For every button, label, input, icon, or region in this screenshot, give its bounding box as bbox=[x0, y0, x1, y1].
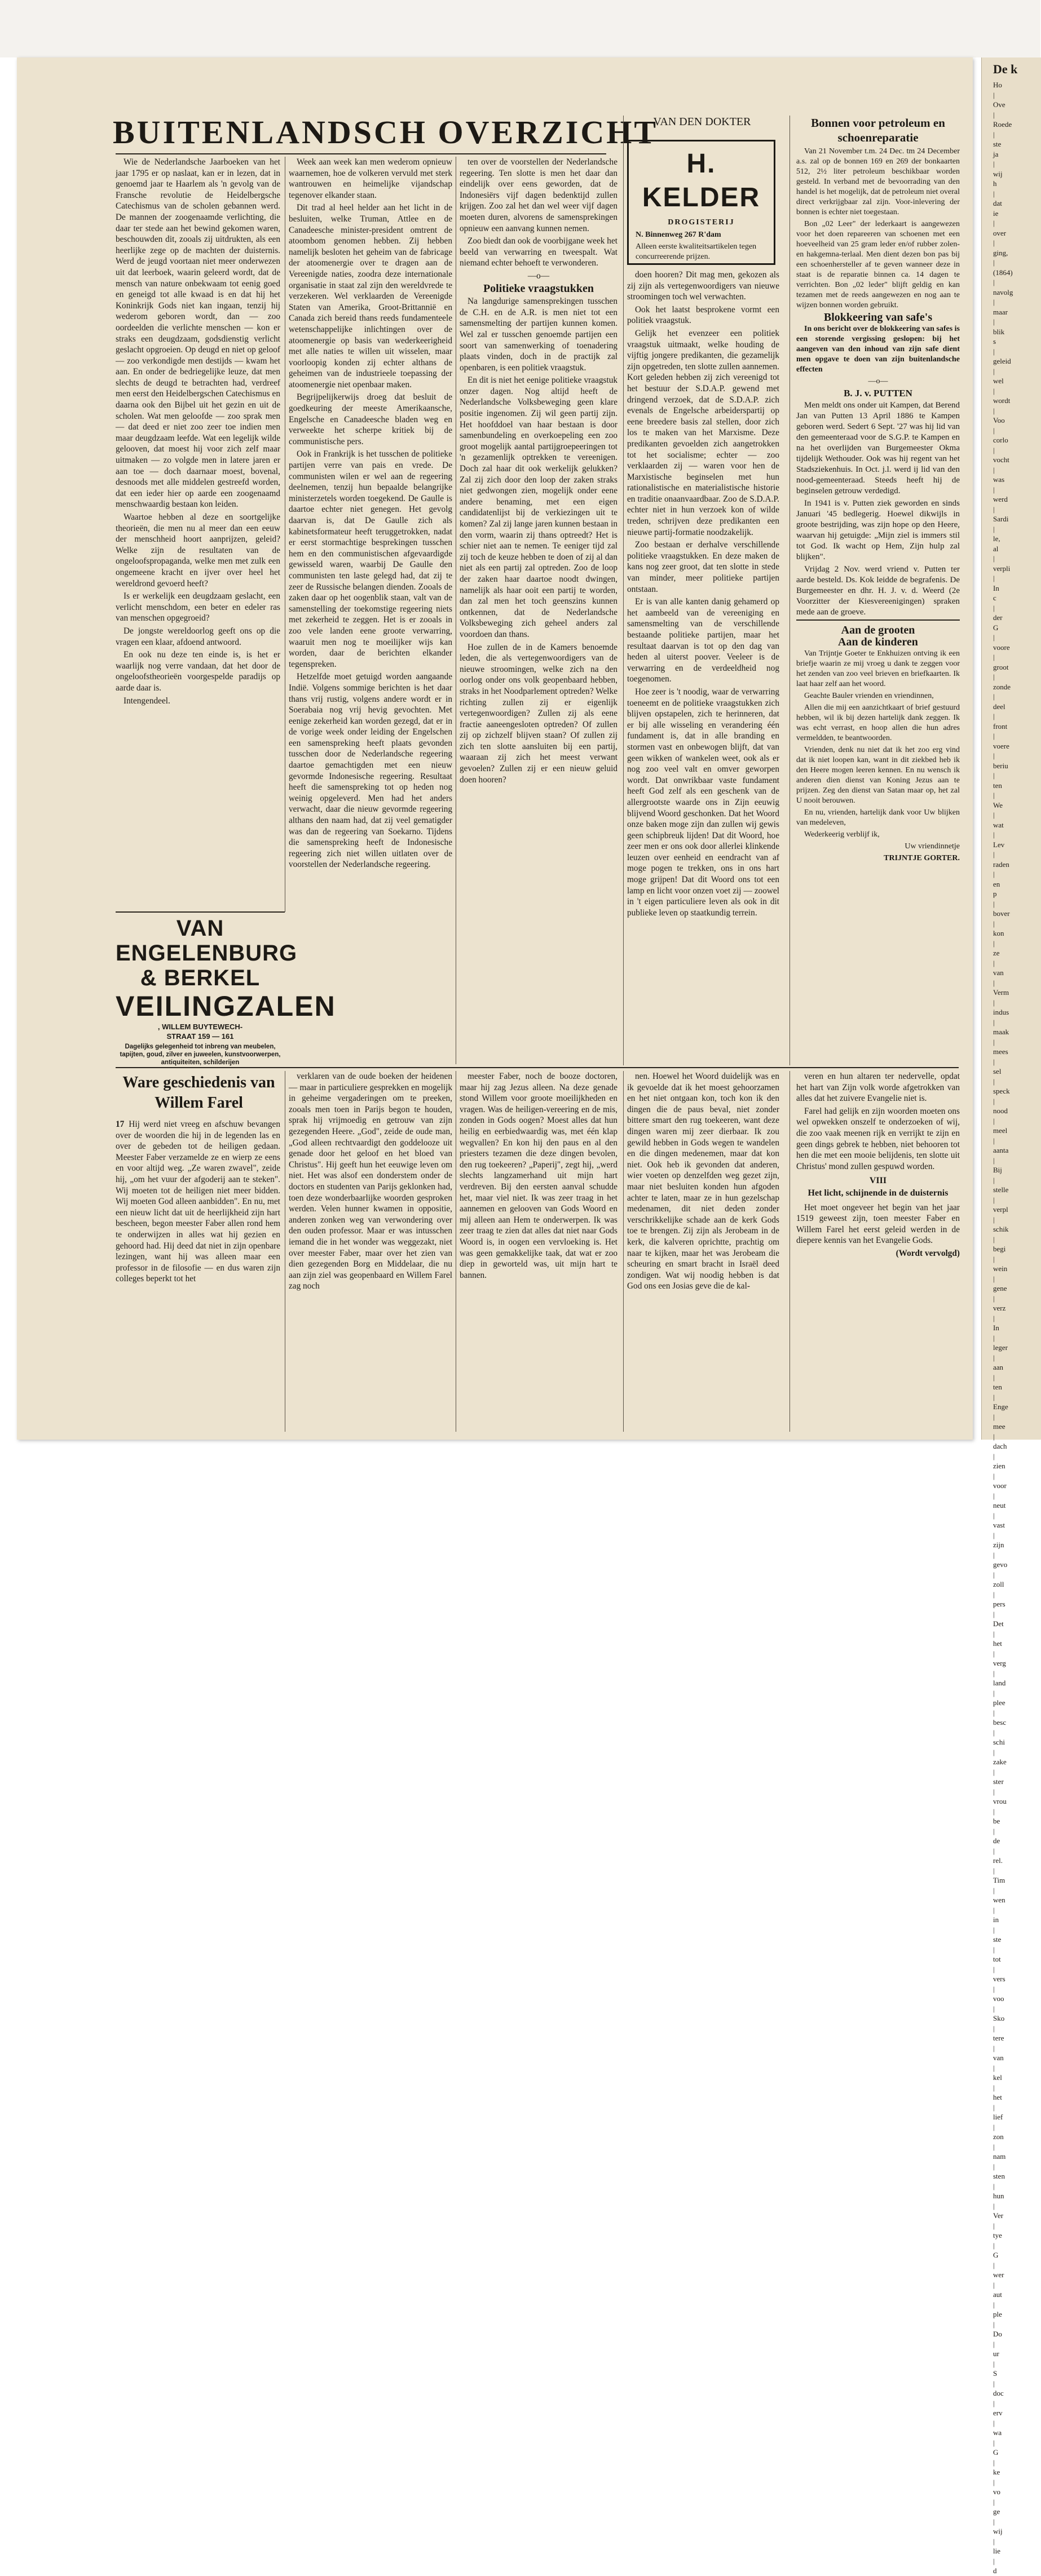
vraagstukken-paragraph: En dit is niet het eenige politieke vraagstuk onzer dagen. Nog altijd heeft de Nederlandsche Volksbeweging geen klare positie ingenomen. Zij wil geen partij zijn. Het hoofddoel van haar bestaan is door samenbundeling en overkoepeling een zoo groot mogelijk aantal partijgroepeeringen tot 'n gezamenlijk optrekken te vereenigen. Doch zal haar dit ook werkelijk gelukken? Zal zij zich door den loop der zaken straks niet gedwongen zien, mogelijk onder eene andere benaming, met een eigen candidatenlijst bij de verkiezingen uit te komen? Zal zij lange jaren kunnen bestaan in den vorm, waarin zij thans optreedt? Het is schier niet aan te nemen. Te eeniger tijd zal zij toch de keuze hebben te doen of zij al dan niet als een partij zal optreden. Zoo de loop der zaken haar daartoe noodt dwingen, namelijk als haar ooit een partij te worden, dan zal men het toch geenszins kunnen ontkennen, dat de Nederlandsche Volksbeweging zich geheel anders zal voordoen dan thans. bbox=[460, 375, 617, 639]
putten-paragraph: In 1941 is v. Putten ziek geworden en sinds Januari '45 bedlegerig. Hoewel dikwijls in groote bestrijding, was zijn hope op den Heere, waarvan hij getuigde: „Mijn ziel is immers stil tot God. Ik wacht op Hem, Zijn hulp zal blijken". bbox=[796, 499, 960, 561]
grooten-paragraph: Allen die mij een aanzichtkaart of brief gestuurd hebben, wil ik bij dezen hartelijk dank zeggen. Ik was echt verrast, en hoop allen die hun adres vermeldden, te beantwoorden. bbox=[796, 703, 960, 742]
veilingzalen-advertisement bbox=[116, 916, 336, 1066]
farel-vervolg: (Wordt vervolgd) bbox=[896, 1248, 960, 1258]
article-subtitle-kinderen: Aan de kinderen bbox=[838, 636, 918, 648]
article-title-putten: B. J. v. PUTTEN bbox=[844, 388, 912, 399]
vraagstukken-paragraph: Hoe zeer is 't noodig, waar de verwarring toeneemt en de politieke vraagstukken zich blijven opstapelen, zich te herinneren, dat er bij alle wisseling en verandering één fundament is, dat in alle branding en stormen vast en onbewogen blijft, dat van geen wikken of wankelen weet, ook als er nog zoo veel valt en omver geworpen wordt. Dat onwrikbaar vaste fundament heeft God zelf als een geschenk van de allergrootste waarde ons in Zijn eeuwig blijvend Woord geschonken. Dat het Woord onze baken moge zijn dan zullen wij gewis geen schipbreuk lijden! Dat dit Woord, hoe zeer men er ons ook door allerlei klinkende leuzen over eenheid en eendracht van af moge pogen te trekken, ons in ons hart moge grijpen! Dat dit Woord ons tot een lamp en licht voor onzen voet zij — zoowel in 't eigen particuliere leven als ook in dit publieke leven op staatkundig terrein. bbox=[627, 687, 779, 918]
overzicht-paragraph: Intengendeel. bbox=[123, 696, 170, 706]
overzicht-paragraph: Begrijpelijkerwijs droeg dat besluit de goedkeuring der meeste Amerikaansche, Engelsche en Canadeesche bladen weg en verweekte het scherpe kritiek bij de communistische pers. bbox=[289, 392, 452, 446]
farel-installment-number: 17 bbox=[116, 1119, 125, 1129]
adjacent-page-text: Ho | Ove | Roede | ste ja | wij h | dat ie | over | ging, | (1864) | navolg | maar | blik s | geleid | wel | wordt | Voo | corlo | vocht | was | werd | Sardi | le, al | verpli | In c | der G | voore | groot | zonde | deel | front | voere | beriu | ten | We | wat | Lev | raden | en p | bover | kon | ze | van | Verm | indus | maak | mees | sel | speck | nood | meel | aanta | Bij | stelle | verpl | schik | begi | wein | gene | verz | In | leger | aan | ten | Enge | mee | dach | zien | voor | neut | vast | zijn | gevo | zoll | pers | Det | het | verg | land | plee | besc | schi | zake | ster | vrou | be | de | rel. | Tim | wen | in | ste | tot | vers | voo | Sko | tere | van | kel | het | lief | zon | nam | sten | hun | Ver | tye | G | wer | aut | ple | Do | ur | S | doc | erv | wa | G | ke | vo | ge | wij | lie | d bbox=[993, 81, 1013, 2575]
vraagstukken-paragraph: Hoe zullen de in de Kamers benoemde leden, die als vertegenwoordigers van de nieuwe stroomingen, welke zich na den oorlog onder ons volk geopenbaard hebben, straks in het Noodparlement optreden? Welke richting zullen zij er eigenlijk vertegenwoordigen? Zullen zij als eene fractie aaneengesloten optreden? Of zullen zij op zichzelf blijven staan? Of zullen zij zich ten slotte aansluiten bij een partij, waaraan zij zich het meest verwant gevoelen? Zullen zij er een nieuw geluid doen hooren? bbox=[460, 642, 617, 785]
grooten-paragraph: Vrienden, denk nu niet dat ik het zoo erg vind dat ik niet loopen kan, want in dit ziekbed heb ik den Heere mogen leeren kennen. En nu wensch ik anderen dien dienst van Koning Jezus aan te prijzen. Zeg den dienst van Satan maar op, het zal U nooit berouwen. bbox=[796, 746, 960, 805]
adjacent-page-title: De k bbox=[993, 62, 1018, 76]
grooten-paragraph: Uw vriendinnetje bbox=[905, 842, 960, 851]
kelder-advertisement bbox=[627, 140, 775, 265]
article-title-farel: Ware geschiedenis van Willem Farel bbox=[122, 1074, 275, 1112]
vraagstukken-paragraph: Er is van alle kanten danig gehamerd op het aambeeld van de vereeniging en samensmelting van de verschillende bestaande politieke partijen, maar het resultaat daarvan is tot op den dag van heden al uiterst poover. Veeleer is de verwarring en de verdeeldheid nog toegenomen. bbox=[627, 597, 779, 684]
kelder-header: VAN DEN DOKTER bbox=[653, 116, 751, 128]
kelder-address: N. Binnenweg 267 R'dam bbox=[636, 231, 721, 239]
separator: —o— bbox=[868, 377, 888, 386]
article-title-safes: Blokkeering van safe's bbox=[823, 311, 933, 324]
vraagstukken-paragraph: Zoo bestaan er derhalve verschillende politieke vraagstukken. En deze maken de kans nog zeer groot, dat ten slotte in stede van minder, meer politieke partijen ontstaan. bbox=[627, 540, 779, 594]
news-column-5 bbox=[796, 116, 960, 1063]
farel-column-4 bbox=[627, 1071, 779, 1432]
overzicht-paragraph: Wie de Nederlandsche Jaarboeken van het jaar 1795 er op naslaat, kan er in lezen, dat in genoemd jaar te Haarlem als 'n gevolg van de Fransche revolutie de Heidelbergsche Catechismus van de scholen gebannen werd. De mannen der zoogenaamde verlichting, die daar ter stede aan het bewind gekomen waren, beschouwden dit, zooals zij uitdrukten, als een heerlijke zege op de machten der duisternis. Werd de jeugd voortaan niet meer onderwezen uit dat leerboek, waarin geleerd wordt, dat de mensch van nature onbekwaam tot eenig goed en geneigd tot alle kwaad is en dat hij het Koninkrijk Gods niet kan ingaan, tenzij hij wederom geboren wordt, dan — zoo oordeelden die verlichte menschen — kon er straks een deugdzaam, godsdienstig verlicht geslacht opgroeien. Op deugd en niet op geloof — zoo verkondigde men destijds — kwam het aan. En onder de bedriegelijke leuze, dat men slechts de deugd te betrachten had, verdreef men eerst den Heidelbergschen Catechismus en daarna ook den Bijbel uit het gezin en uit de scholen. Wat men geloofde — zoo sprak men — dat deed er niet zoo zeer toe indien men maar deugdzaam leefde. Wat een legelijk wilde gelooven, dat moest hij voor zich zelf maar uitmaken — zo volgde men in latere jaren er aan toe — doch daarnaar moest, bovenal, desnoods met alle middelen gestreefd worden, dat een ieder hier op aarde een zoogenaamd menschwaardig bestaan kon leiden. bbox=[116, 157, 280, 510]
veiling-line5: STRAAT 159 — 161 bbox=[166, 1032, 234, 1041]
grooten-signature: TRIJNTJE GORTER. bbox=[884, 854, 960, 862]
petroleum-paragraph: Van 21 November t.m. 24 Dec. tm 24 December a.s. zal op de bonnen 169 en 269 der bonkaarten 512, 2½ liter petroleum beschikbaar worden gesteld. In verband met de bevoorrading van den handel is het mogelijk, dat de petroleum niet overal direct verkrijgbaar zal zijn. Voor-inlevering der bonnen is echter niet toegestaan. bbox=[796, 147, 960, 216]
farel-chapter-title: Het licht, schijnende in de duisternis bbox=[808, 1188, 949, 1198]
veiling-line3: VEILINGZALEN bbox=[116, 990, 336, 1022]
overzicht-paragraph: Week aan week kan men wederom opnieuw waarnemen, hoe de volkeren vervuld met sterk wantrouwen en heimelijke vijandschap tegenover elkander staan. bbox=[289, 157, 452, 200]
veiling-line1: VAN ENGELENBURG bbox=[116, 916, 298, 966]
overzicht-column-1 bbox=[116, 157, 280, 895]
section-divider bbox=[116, 1067, 959, 1068]
overzicht-paragraph: Waartoe hebben al deze en soortgelijke theorieën, die men nu al meer dan een eeuw der menschheid hoort aanprijzen, geleid? Welke zijn de resultaten van de ongeloofspropaganda, welke men met zulk een ongemeene kracht en ijver over heel het wereldrond gevoerd heeft? bbox=[116, 512, 280, 588]
farel-text: Het moet ongeveer het begin van het jaar 1519 geweest zijn, toen meester Faber en Willem Farel het eerst geleid werden in de diepere kennis van het Evangelie Gods. bbox=[796, 1202, 960, 1246]
kelder-sub: DROGISTERIJ bbox=[668, 218, 735, 227]
vraagstukken-paragraph: Na langdurige samensprekingen tusschen de C.H. en de A.R. is men niet tot een samensmelting der partijen kunnen komen. Wel zal er tusschen genoemde partijen een soort van samenwerking of toenadering plaats vinden, doch in de practijk zal openbaren, is een politiek vraagstuk. bbox=[460, 296, 617, 373]
farel-column-1 bbox=[116, 1119, 280, 1432]
vraagstukken-paragraph: Gelijk het evenzeer een politiek vraagstuk uitmaakt, welke houding de vijftig jongere predikanten, die gezamelijk zijn opgetreden, ten slotte zullen aannemen. Kort geleden hebben zij zich vereenigd tot het bestuur der S.D.A.P. gewend met dringend verzoek, dat de S.D.A.P. zich evenals de Engelsche arbeiderspartij op eene breedere basis zal stellen, door zich los te maken van het Marxisme. Deze predikanten gevoelden zich aangetrokken tot het socialisme; echter — zoo verklaarden zij — waren voor hen de Marxistische beginselen met hun rationalistische en materialistische historie en traditie onaanvaardbaar. Zoo de S.D.A.P. echter niet in hun verzoek kon of wilde treden, schrijven deze predikanten een nieuwe partij-formatie noodzakelijk. bbox=[627, 328, 779, 537]
overzicht-paragraph: Is er werkelijk een deugdzaam geslacht, een verlicht menschdom, een beter en edeler ras van menschen opgegroeid? bbox=[116, 591, 280, 623]
grooten-paragraph: En nu, vrienden, hartelijk dank voor Uw blijken van medeleven, bbox=[796, 808, 960, 827]
farel-column-3 bbox=[460, 1071, 617, 1432]
article-title-petroleum: Bonnen voor petroleum en schoenreparatie bbox=[811, 116, 945, 144]
vraagstukken-paragraph: doen hooren? Dit mag men, gekozen als zij zijn als vertegenwoordigers van nieuwe stroomingen toch wel verwachten. bbox=[627, 270, 779, 302]
article-title-grooten: Aan de grooten bbox=[796, 619, 960, 635]
farel-text: Farel had gelijk en zijn woorden moeten ons wel opwekken onszelf te onderzoeken of wij, die zoo vaak meenen rijk en verrijkt te zijn en geen dings gebrek te hebben, niet behooren tot hen die met een mooie belijdenis, ten slotte uit Christus' mond zullen gespuwd worden. bbox=[796, 1106, 960, 1171]
putten-paragraph: Men meldt ons onder uit Kampen, dat Berend Jan van Putten 13 April 1886 te Kampen geboren werd. Sedert 6 Sept. '27 was hij lid van den gemeenteraad voor de S.G.P. te Kampen en na het overlijden van Burgemeester Okma tijdelijk Wethouder. Ook was hij regent van het Stadsziekenhuis. In Oct. j.l. werd ij lid van den nood-gemeenteraad. Steeds heeft hij de beginselen getrouw verdedigd. bbox=[796, 401, 960, 495]
grooten-paragraph: Van Trijntje Goeter te Enkhuizen ontving ik een briefje waarin ze mij vroeg u dank te zeggen voor het zenden van zoo veel brieven en briefkaarten. Ik laat haar zelf aan het woord. bbox=[796, 649, 960, 688]
overzicht-paragraph: Dit trad al heel helder aan het licht in de besluiten, welke Truman, Attlee en de Canadeesche minister-president omtrent de atoombom genomen hebben. Zij hebben namelijk besloten het geheim van de fabricage der atoomenergie over te dragen aan de Vereenigde naties, zoodra deze internationale organisatie in staat zal zijn den wereldvrede te verzekeren. Wel verklaarden de Vereenigde Staten van Amerika, Groot-Brittannië en Canada zich bereid thans reeds fundamenteele wetenschappelijke inlichtingen over de atoomenergie op basis van wederkeerigheid met alle naties te willen uit wisselen, maar voorloopig konden zij echter althans de geheimen van de industrieele toepassing der atoomenergie niet openbaar maken. bbox=[289, 203, 452, 390]
scan-background bbox=[0, 0, 1040, 57]
farel-text: meester Faber, noch de booze doctoren, maar hij zag Jezus alleen. Na deze genade stond Willem voor groote moeilijkheden en vragen. Was de heiligen-vereering en de mis, zonden in Gods oogen? Moest alles dat hun heilig en eerbiedwaardig was, met één klap wegvallen? En kon hij den paus en al den priesters tezamen die deze dingen bevolen, den rug toekeeren? „Paperij", zegt hij, „werd slechts langzamerhand uit mijn hart verdreven. Bij den eersten aanval schudde het, maar viel niet. Ik was zeer traag in het aannemen en gelooven van Gods Woord en mij alleen aan Hem te onderwerpen. Ik was zeer traag te zien dat alles dat niet naar Gods Woord is, in oogen een vervloeking is. Het was geen gemakkelijke taak, dat wat er zoo diep in geworteld was, uit mijn hart te bannen. bbox=[460, 1072, 617, 1280]
overzicht-column-3 bbox=[460, 157, 617, 1064]
article-title-politieke-vraagstukken: Politieke vraagstukken bbox=[483, 282, 594, 295]
kelder-text: Alleen eerste kwaliteitsartikelen tegen concurreerende prijzen. bbox=[636, 242, 757, 261]
safes-paragraph: In ons bericht over de blokkeering van safes is een storende vergissing geslopen: bij het aangeven van den inhoud van zijn safe dient men opgave te doen van zijn buitenlandsche effecten bbox=[796, 325, 960, 374]
vraagstukken-paragraph: Ook het laatst besprokene vormt een politiek vraagstuk. bbox=[627, 304, 779, 326]
overzicht-paragraph: ten over de voorstellen der Nederlandsche regeering. Ten slotte is men het daar dan eindelijk over eens geworden, dat de Indonesiërs vijf dagen bedenktijd zullen krijgen. Zoo zal het dan wel weer vijf dagen moeten duren, alvorens de samensprekingen opnieuw een aanvang kunnen nemen. bbox=[460, 157, 617, 233]
overzicht-paragraph: Zoo biedt dan ook de voorbijgane week het beeld van verwarring en tweespalt. Wat niemand echter behoeft te verwonderen. bbox=[460, 236, 617, 268]
overzicht-paragraph: En ook nu deze ten einde is, is het er waarlijk nog verre vandaan, dat het door de ongeloofstheorieën voorgespelde paradijs op aarde daar is. bbox=[116, 650, 280, 693]
putten-paragraph: Vrijdag 2 Nov. werd vriend v. Putten ter aarde besteld. Ds. Kok leidde de begrafenis. De Burgemeester en dhr. H. J. v. d. Weerd (2e Voorzitter der Kiesvereenigingen) spraken mede aan de groeve. bbox=[796, 565, 960, 617]
farel-text: nen. Hoewel het Woord duidelijk was en ik gevoelde dat ik het moest gehoorzamen en het niet ontgaan kon, toch kon ik den dingen die de paus beval, niet zonder bittere smart den rug toekeeren, want deze dingen waren mij zeer dierbaar. Ik zou gewild hebben in Gods wegen te wandelen en die dingen medenemen, maar dat kon niet. Ook heb ik gevonden dat anderen, wier voeten op denzelfden weg gezet zijn, maar niet besluiten konden hun afgoden achter te laten, maar ze in hun gezelschap medenamen, dit niet deden zonder verschrikkelijke schade aan de kerk Gods toe te brengen. Zij zijn als Jerobeam in de kerk, die kalveren oprichtte, prachtig om naar te kijken, maar het was Jerobeam die scheuring en smart bracht in Israël deed zondigen. Wat wij noodig hebben is dat God ons een Josias geve die de kal- bbox=[627, 1072, 779, 1291]
farel-text: verklaren van de oude boeken der heidenen — maar in particuliere gesprekken en mogelijk in geheime vergaderingen om te preeken, zooals men toen in Parijs begon te houden, sprak hij vrijmoedig en getrouw van zijn gezegenden Heere. „God", zeide de oude man, „God alleen rechtvaardigt den goddelooze uit genade door het geloof en het bloed van Christus". Hij geeft hun het eeuwige leven om niet. Het was alsof een donderstem onder de doctors en studenten van Parijs geklonken had, toen deze wonderbaarlijke woorden gesproken werden. Velen hunner kwamen in oppositie, anderen zonken weg van verwondering over den ouden professor. Maar er was intusschen iemand die in het wonder was weggezakt, niet over meester Faber, maar over het zien van dien gezegenden Borg en Middelaar, die nu aan zijn ziel was geopenbaard en Willem Farel zag noch bbox=[289, 1072, 452, 1291]
vraagstukken-column-4 bbox=[627, 269, 779, 1065]
masthead-rule bbox=[116, 153, 606, 154]
overzicht-paragraph: De jongste wereldoorlog geeft ons op die vragen een klaar, afdoend antwoord. bbox=[116, 626, 280, 647]
veiling-line4: , WILLEM BUYTEWECH- bbox=[157, 1023, 243, 1031]
grooten-paragraph: Wederkeerig verblijf ik, bbox=[804, 830, 880, 839]
separator: —o— bbox=[527, 271, 550, 281]
ad-top-rule bbox=[116, 911, 285, 913]
column-rule bbox=[623, 1071, 624, 1432]
farel-column-5 bbox=[796, 1071, 960, 1432]
column-rule bbox=[789, 1071, 790, 1432]
farel-column-2 bbox=[289, 1071, 452, 1432]
column-rule bbox=[623, 116, 624, 1065]
farel-text: veren en hun altaren ter nedervelle, opdat het hart van Zijn volk worde afgetrokken van alles dat het zuivere Evangelie niet is. bbox=[796, 1072, 960, 1104]
overzicht-column-2 bbox=[289, 157, 452, 1064]
veiling-line6: Dagelijks gelegenheid tot inbreng van meubelen, tapijten, goud, zilver en juweelen, kunstvoorwerpen, antiquiteiten, schilderijen bbox=[120, 1043, 281, 1066]
farel-chapter: VIII bbox=[869, 1176, 887, 1186]
overzicht-paragraph: Ook in Frankrijk is het tusschen de politieke partijen verre van pais en vrede. De communisten wilen er wel aan de regeering deelnemen, tenzij hun bepaalde belangrijke ministerzetels worden toegekend. De Gaulle is daartoe echter niet genegen. Het gevolg daarvan is, dat De Gaulle zich als kabinetsformateur heeft teruggetrokken, nadat er eerst stormachtige besprekingen tusschen hem en den communistischen afgevaardigde gewisseld waren, waarbij De Gaulle den communisten ten laste gelegd had, dat zij te zeer de Russische belangen dienden. Zooals de zaken daar op het oogenblik staan, valt van de samenstelling der toekomstige regeering niets met zekerheid te zeggen. Het is er zooals in zoo vele landen eene groote verwarring, waaruit men nog te moeilijker wijs kan worden, daar de berichten elkander tegenspreken. bbox=[289, 449, 452, 669]
column-rule bbox=[789, 116, 790, 1065]
farel-text: Hij werd niet vreeg en afschuw bevangen over de woorden die hij in de legenden las en over de gebeden tot de heiligen gedaan. Meester Faber verzamelde ze en wierp ze eens en voor altijd weg. „Ze waren zwavel", zeide hij, „om het vuur der afgoderij aan te steken". Wij moeten tot de heiligen niet meer bidden. Wij moeten God alleen aanbidden". En nu, met een nieuw licht dat uit de heerlijkheid zijn hart bescheen, begon meester Faber allen rond hem te onderwijzen in alles wat hij gezien en gehoord had. Hij deed dat niet in zijn openbare lezingen, want hij was alleen maar een professor in de filosofie — en dus waren zijn colleges beperkt tot het bbox=[116, 1119, 280, 1284]
section-title-buitenlandsch-overzicht: BUITENLANDSCH OVERZICHT bbox=[113, 114, 659, 151]
adjacent-page-fragment bbox=[981, 57, 1041, 2575]
kelder-name: H. KELDER bbox=[642, 149, 761, 213]
overzicht-paragraph: Hetzelfde moet getuigd worden aangaande Indië. Volgens sommige berichten is het daar thans vrij rustig, volgens andere wordt er in Soerabaia nog vrij hevig gevochten. Met eenige zekerheid kan worden gezegd, dat er in de vorige week onder leiding der Engelschen een samenspreking heeft plaats gevonden tusschen door de Nederlandsche regeering daartoe gemachtigden met een nieuw gevormde Indonesische regeering. Resultaat heeft die samenspreking tot op heden nog weinig opgeleverd. Men had het anders verwacht, daar die nieuw gevormde regeering althans den naam had, dat zij veel gematigder was dan de regeering van Soekarno. Tijdens die samenspreking heeft de Indonesische regeering zich niet willen uitlaten over de voorstellen der Nederlandsche regeering. bbox=[289, 672, 452, 870]
grooten-paragraph: Geachte Bauler vrienden en vriendinnen, bbox=[804, 692, 934, 700]
petroleum-paragraph: Bon „02 Leer" der lederkaart is aangewezen voor het doen repareeren van schoenen met een hoeveelheid van 25 gram leder en/of rubber zolen- en hakgemna-terlaal. Men dient dezen bon pas bij een schoenhersteller af te geven wanneer deze in staat is de reparatie binnen ca. 14 dagen te verrichten. Bon „02 leder" blijft geldig en kan tezamen met de reeds aangewezen en nog aan te wijzen bonnen worden gebruikt. bbox=[796, 220, 960, 309]
veiling-line2: & BERKEL bbox=[140, 966, 261, 990]
